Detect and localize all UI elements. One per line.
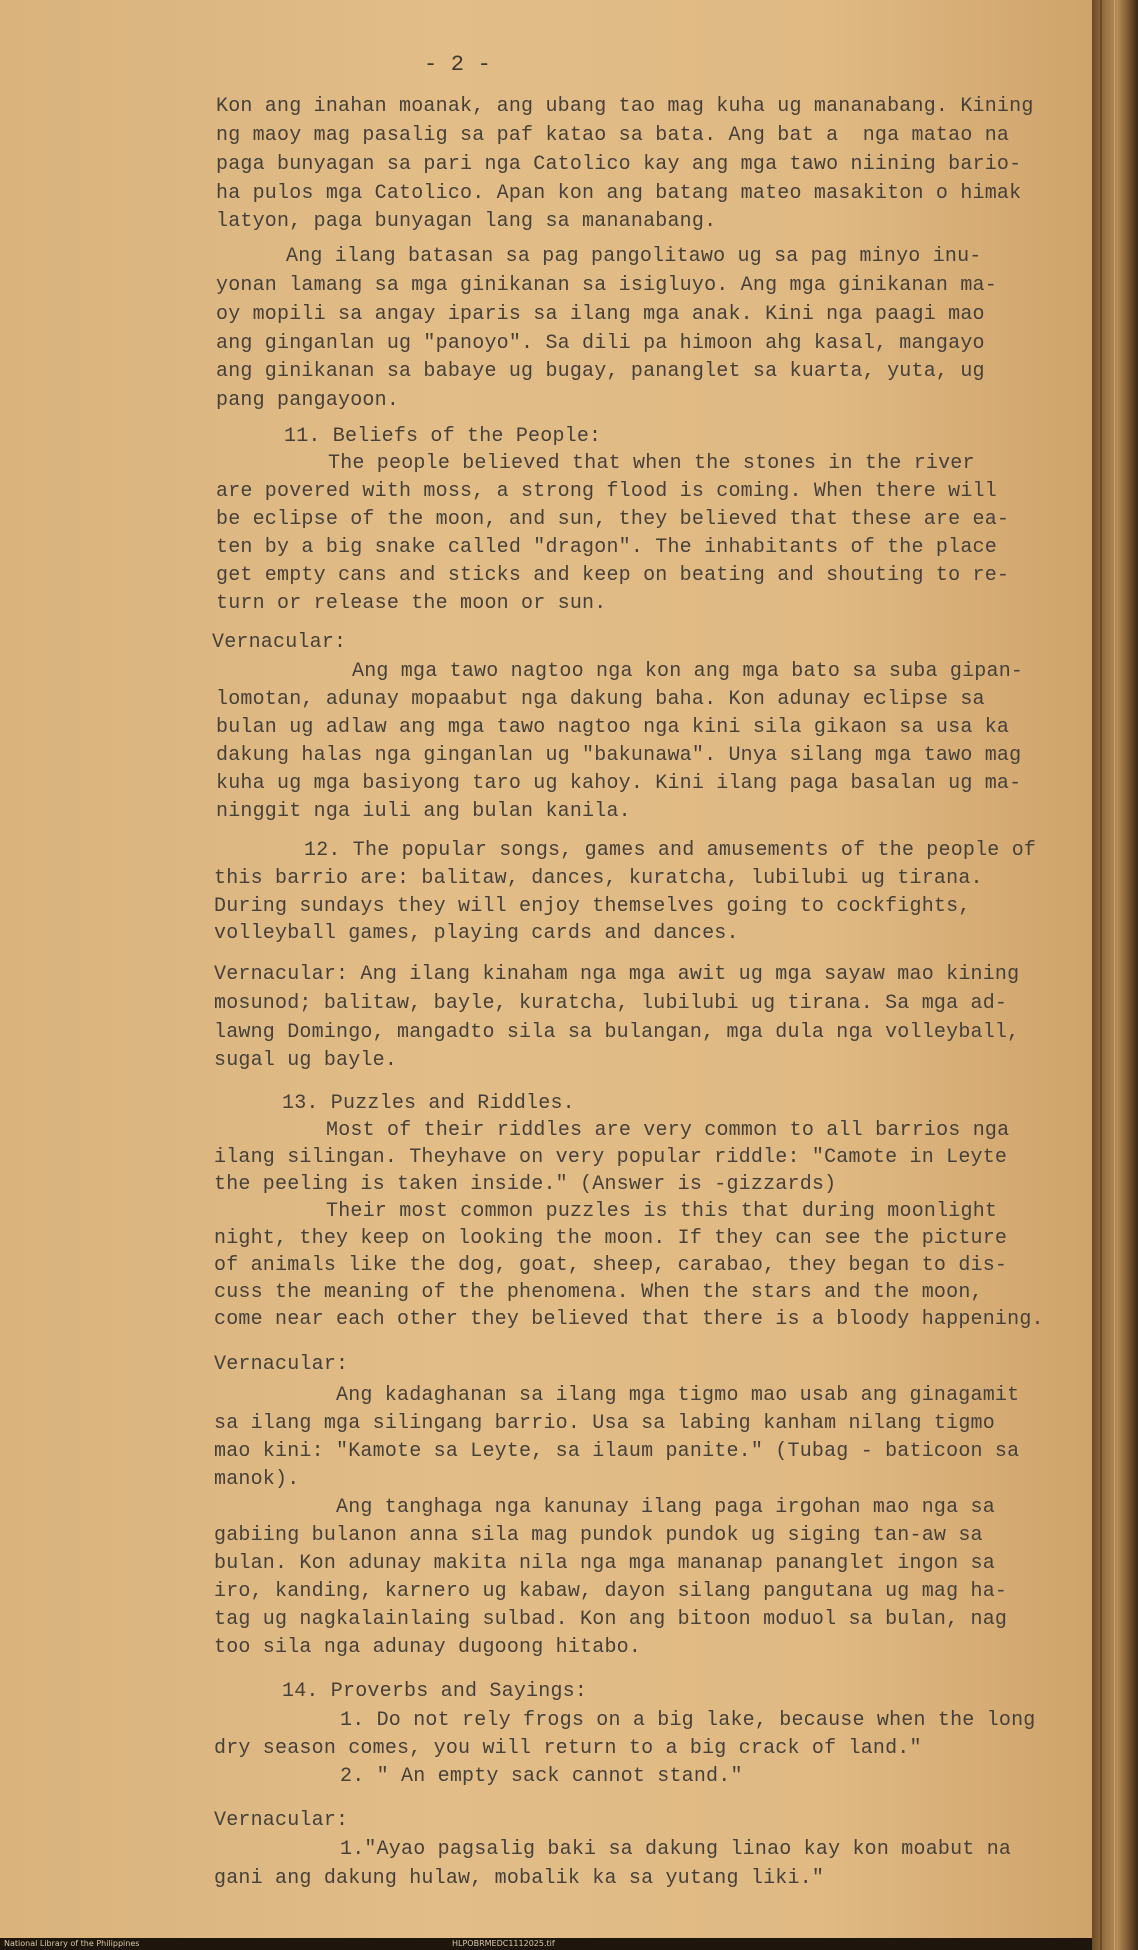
text-line: sugal ug bayle. bbox=[214, 1049, 398, 1072]
text-line: are povered with moss, a strong flood is coming. When there will bbox=[216, 480, 997, 503]
section-heading: 13. Puzzles and Riddles. bbox=[282, 1092, 575, 1115]
text-line: latyon, paga bunyagan lang sa mananabang. bbox=[216, 210, 717, 233]
text-line: come near each other they believed that there is a bloody happening. bbox=[214, 1308, 1044, 1331]
text-line: The people believed that when the stones in the river bbox=[328, 452, 975, 475]
vernacular-label: Vernacular: bbox=[214, 1353, 349, 1376]
text-line: Vernacular: Ang ilang kinaham nga mga awit ug mga sayaw mao kining bbox=[214, 963, 1020, 986]
text-line: 1. Do not rely frogs on a big lake, because when the long bbox=[340, 1709, 1036, 1732]
text-line: lawng Domingo, mangadto sila sa bulangan, mga dula nga volleyball, bbox=[214, 1021, 1020, 1044]
text-line: ten by a big snake called "dragon". The inhabitants of the place bbox=[216, 536, 997, 559]
text-line: mosunod; balitaw, bayle, kuratcha, lubilubi ug tirana. Sa mga ad- bbox=[214, 992, 1008, 1015]
section-heading: 14. Proverbs and Sayings: bbox=[282, 1680, 588, 1703]
text-line: ninggit nga iuli ang bulan kanila. bbox=[216, 800, 631, 823]
page-number: - 2 - bbox=[424, 52, 492, 77]
text-line: gabiing bulanon anna sila mag pundok pundok ug siging tan-aw sa bbox=[214, 1524, 983, 1547]
text-line: cuss the meaning of the phenomena. When the stars and the moon, bbox=[214, 1281, 983, 1304]
text-line: tag ug nagkalainlaing sulbad. Kon ang bitoon moduol sa bulan, nag bbox=[214, 1608, 1008, 1631]
text-line: gani ang dakung hulaw, mobalik ka sa yutang liki." bbox=[214, 1867, 825, 1890]
text-line: ang ginganlan ug "panoyo". Sa dili pa himoon ahg kasal, mangayo bbox=[216, 332, 985, 355]
footer-filename: HLPOBRMEDC1112025.tif bbox=[452, 1939, 555, 1948]
text-line: Kon ang inahan moanak, ang ubang tao mag kuha ug mananabang. Kining bbox=[216, 95, 1034, 118]
text-line: Ang mga tawo nagtoo nga kon ang mga bato sa suba gipan- bbox=[352, 660, 1024, 683]
text-line: ng maoy mag pasalig sa paf katao sa bata. Ang bat a nga matao na bbox=[216, 124, 1010, 147]
text-line: of animals like the dog, goat, sheep, carabao, they began to dis- bbox=[214, 1254, 1008, 1277]
text-line: Ang tanghaga nga kanunay ilang paga irgohan mao nga sa bbox=[336, 1496, 995, 1519]
text-line: manok). bbox=[214, 1468, 300, 1491]
text-line: be eclipse of the moon, and sun, they believed that these are ea- bbox=[216, 508, 1010, 531]
text-line: lomotan, adunay mopaabut nga dakung baha. Kon adunay eclipse sa bbox=[216, 688, 985, 711]
text-line: the peeling is taken inside." (Answer is -gizzards) bbox=[214, 1173, 837, 1196]
text-line: During sundays they will enjoy themselves going to cockfights, bbox=[214, 895, 971, 918]
text-line: mao kini: "Kamote sa Leyte, sa ilaum panite." (Tubag - baticoon sa bbox=[214, 1440, 1020, 1463]
text-line: kuha ug mga basiyong taro ug kahoy. Kini ilang paga basalan ug ma- bbox=[216, 772, 1022, 795]
text-line: yonan lamang sa mga ginikanan sa isigluyo. Ang mga ginikanan ma- bbox=[216, 274, 997, 297]
text-line: too sila nga adunay dugoong hitabo. bbox=[214, 1636, 642, 1659]
text-line: 1."Ayao pagsalig baki sa dakung linao kay kon moabut na bbox=[340, 1838, 1012, 1861]
text-line: Their most common puzzles is this that during moonlight bbox=[326, 1200, 998, 1223]
text-line: paga bunyagan sa pari nga Catolico kay ang mga tawo niining bario- bbox=[216, 153, 1022, 176]
page-edge bbox=[1092, 0, 1138, 1950]
text-line: this barrio are: balitaw, dances, kuratcha, lubilubi ug tirana. bbox=[214, 867, 983, 890]
text-line: Ang kadaghanan sa ilang mga tigmo mao usab ang ginagamit bbox=[336, 1384, 1020, 1407]
text-line: oy mopili sa angay iparis sa ilang mga anak. Kini nga paagi mao bbox=[216, 303, 985, 326]
vernacular-label: Vernacular: bbox=[212, 631, 347, 654]
footer-credit: National Library of the Philippines bbox=[4, 1939, 140, 1948]
text-line: dakung halas nga ginganlan ug "bakunawa". Unya silang mga tawo mag bbox=[216, 744, 1022, 767]
text-line: night, they keep on looking the moon. If they can see the picture bbox=[214, 1227, 1008, 1250]
section-heading: 12. The popular songs, games and amusements of the people of bbox=[304, 839, 1037, 862]
text-line: Most of their riddles are very common to all barrios nga bbox=[326, 1119, 1010, 1142]
text-line: bulan. Kon adunay makita nila nga mga mananap pananglet ingon sa bbox=[214, 1552, 995, 1575]
text-line: get empty cans and sticks and keep on beating and shouting to re- bbox=[216, 564, 1010, 587]
text-line: ang ginikanan sa babaye ug bugay, pananglet sa kuarta, yuta, ug bbox=[216, 360, 985, 383]
text-line: ilang silingan. Theyhave on very popular riddle: "Camote in Leyte bbox=[214, 1146, 1008, 1169]
text-line: dry season comes, you will return to a big crack of land." bbox=[214, 1737, 922, 1760]
text-line: 2. " An empty sack cannot stand." bbox=[340, 1765, 743, 1788]
text-line: iro, kanding, karnero ug kabaw, dayon silang pangutana ug mag ha- bbox=[214, 1580, 1008, 1603]
text-line: pang pangayoon. bbox=[216, 389, 400, 412]
text-line: sa ilang mga silingang barrio. Usa sa labing kanham nilang tigmo bbox=[214, 1412, 995, 1435]
text-line: Ang ilang batasan sa pag pangolitawo ug sa pag minyo inu- bbox=[286, 245, 982, 268]
text-line: volleyball games, playing cards and dances. bbox=[214, 922, 739, 945]
text-line: bulan ug adlaw ang mga tawo nagtoo nga kini sila gikaon sa usa ka bbox=[216, 716, 1010, 739]
section-heading: 11. Beliefs of the People: bbox=[284, 425, 602, 448]
text-line: ha pulos mga Catolico. Apan kon ang batang mateo masakiton o himak bbox=[216, 182, 1022, 205]
text-line: turn or release the moon or sun. bbox=[216, 592, 607, 615]
vernacular-label: Vernacular: bbox=[214, 1809, 349, 1832]
